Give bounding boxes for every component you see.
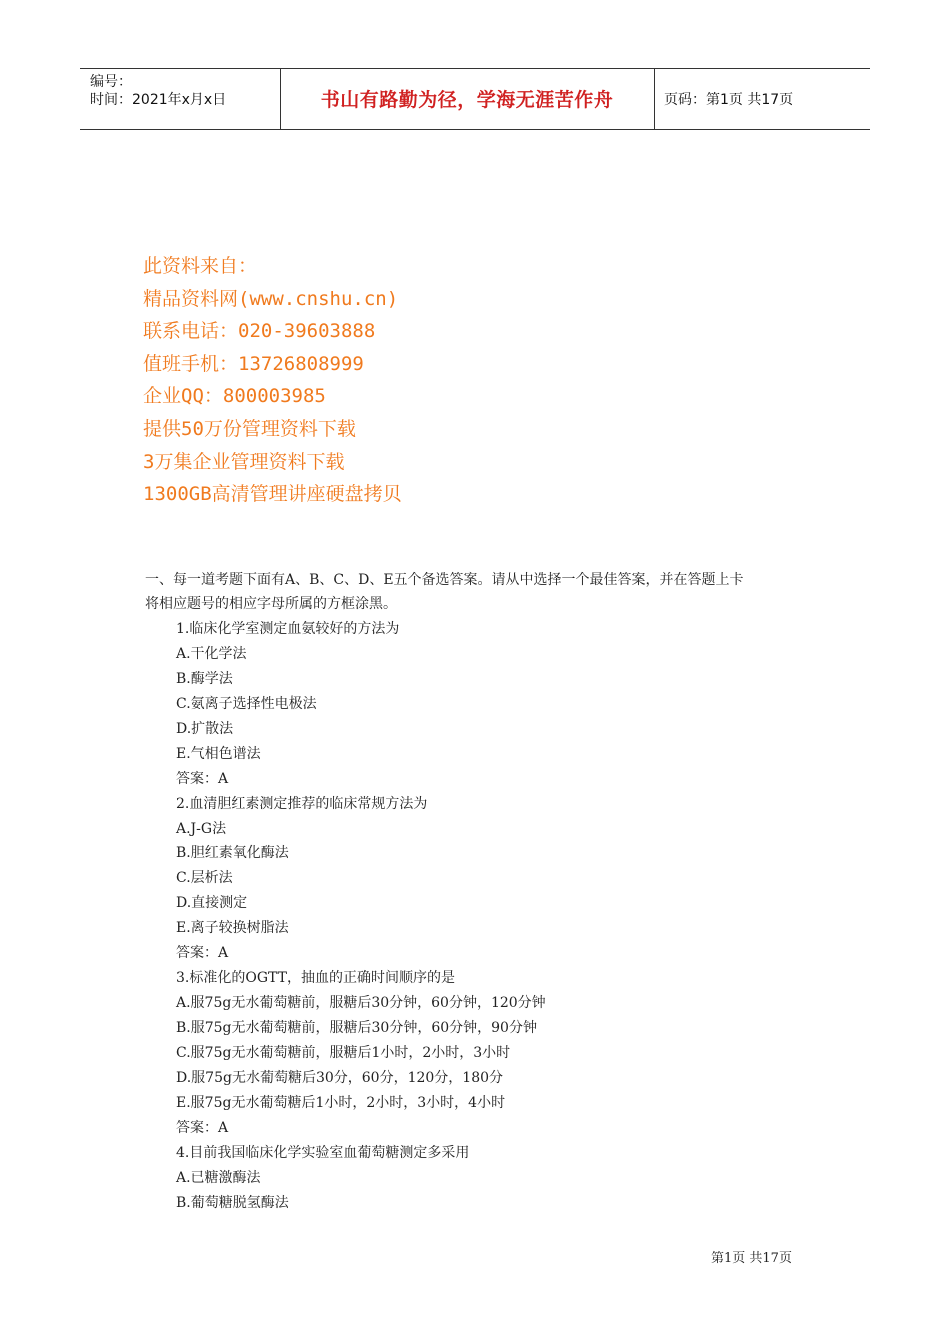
header-motto-cell	[280, 69, 655, 129]
header-page-number: 页码：第1页 共17页	[664, 92, 794, 108]
option-line: C.服75g无水葡萄糖前，服糖后1小时，2小时，3小时	[176, 1044, 511, 1061]
answer-line: 答案：A	[176, 1119, 229, 1136]
option-line: D.服75g无水葡萄糖后30分，60分，120分，180分	[176, 1069, 504, 1086]
section-intro	[145, 568, 744, 616]
option-line: B.酶学法	[176, 670, 233, 687]
answer-line: 答案：A	[176, 770, 229, 787]
option-line: C.氨离子选择性电极法	[176, 695, 317, 712]
intro-line: 将相应题号的相应字母所属的方框涂黑。	[145, 596, 397, 612]
header-motto: 书山有路勤为径，学海无涯苦作舟	[320, 89, 614, 111]
option-line: B.胆红素氧化酶法	[176, 845, 289, 862]
promo-line: 精品资料网(www.cnshu.cn)	[143, 287, 399, 310]
option-line: B.葡萄糖脱氢酶法	[176, 1194, 289, 1211]
option-line: D.扩散法	[176, 720, 234, 737]
question-list	[176, 617, 546, 1216]
question-line: 4.目前我国临床化学实验室血葡萄糖测定多采用	[176, 1144, 470, 1161]
option-line: D.直接测定	[176, 895, 248, 912]
option-line: A.J-G法	[176, 820, 227, 837]
question-line: 3.标准化的OGTT，抽血的正确时间顺序的是	[176, 970, 455, 987]
option-line: E.服75g无水葡萄糖后1小时，2小时，3小时，4小时	[176, 1094, 506, 1111]
question-line: 2.血清胆红素测定推荐的临床常规方法为	[176, 795, 428, 812]
promo-block	[143, 250, 402, 511]
answer-line: 答案：A	[176, 945, 229, 962]
option-line: A.干化学法	[176, 645, 247, 662]
header-page-cell	[654, 69, 870, 129]
page-header	[80, 68, 870, 130]
document-time-label: 时间：2021年x月x日	[90, 92, 227, 108]
promo-line: 联系电话：020-39603888	[143, 320, 376, 343]
promo-line: 提供50万份管理资料下载	[143, 417, 356, 440]
promo-line: 3万集企业管理资料下载	[143, 450, 345, 473]
option-line: B.服75g无水葡萄糖前，服糖后30分钟，60分钟，90分钟	[176, 1020, 537, 1036]
question-line: 1.临床化学室测定血氨较好的方法为	[176, 621, 400, 637]
header-meta-cell	[80, 69, 281, 129]
promo-line: 值班手机：13726808999	[143, 352, 364, 375]
page-footer: 第1页 共17页	[711, 1251, 792, 1266]
intro-line: 一、每一道考题下面有A、B、C、D、E五个备选答案。请从中选择一个最佳答案，并在答题上卡	[145, 572, 744, 588]
option-line: E.离子较换树脂法	[176, 920, 289, 937]
option-line: E.气相色谱法	[176, 745, 261, 762]
promo-line: 企业QQ：800003985	[143, 385, 326, 408]
option-line: A.已糖激酶法	[176, 1169, 261, 1186]
document-number-label: 编号：	[90, 74, 132, 90]
option-line: A.服75g无水葡萄糖前，服糖后30分钟，60分钟，120分钟	[176, 995, 546, 1012]
option-line: C.层析法	[176, 870, 233, 887]
promo-line: 此资料来自：	[143, 255, 258, 277]
promo-line: 1300GB高清管理讲座硬盘拷贝	[143, 483, 402, 506]
